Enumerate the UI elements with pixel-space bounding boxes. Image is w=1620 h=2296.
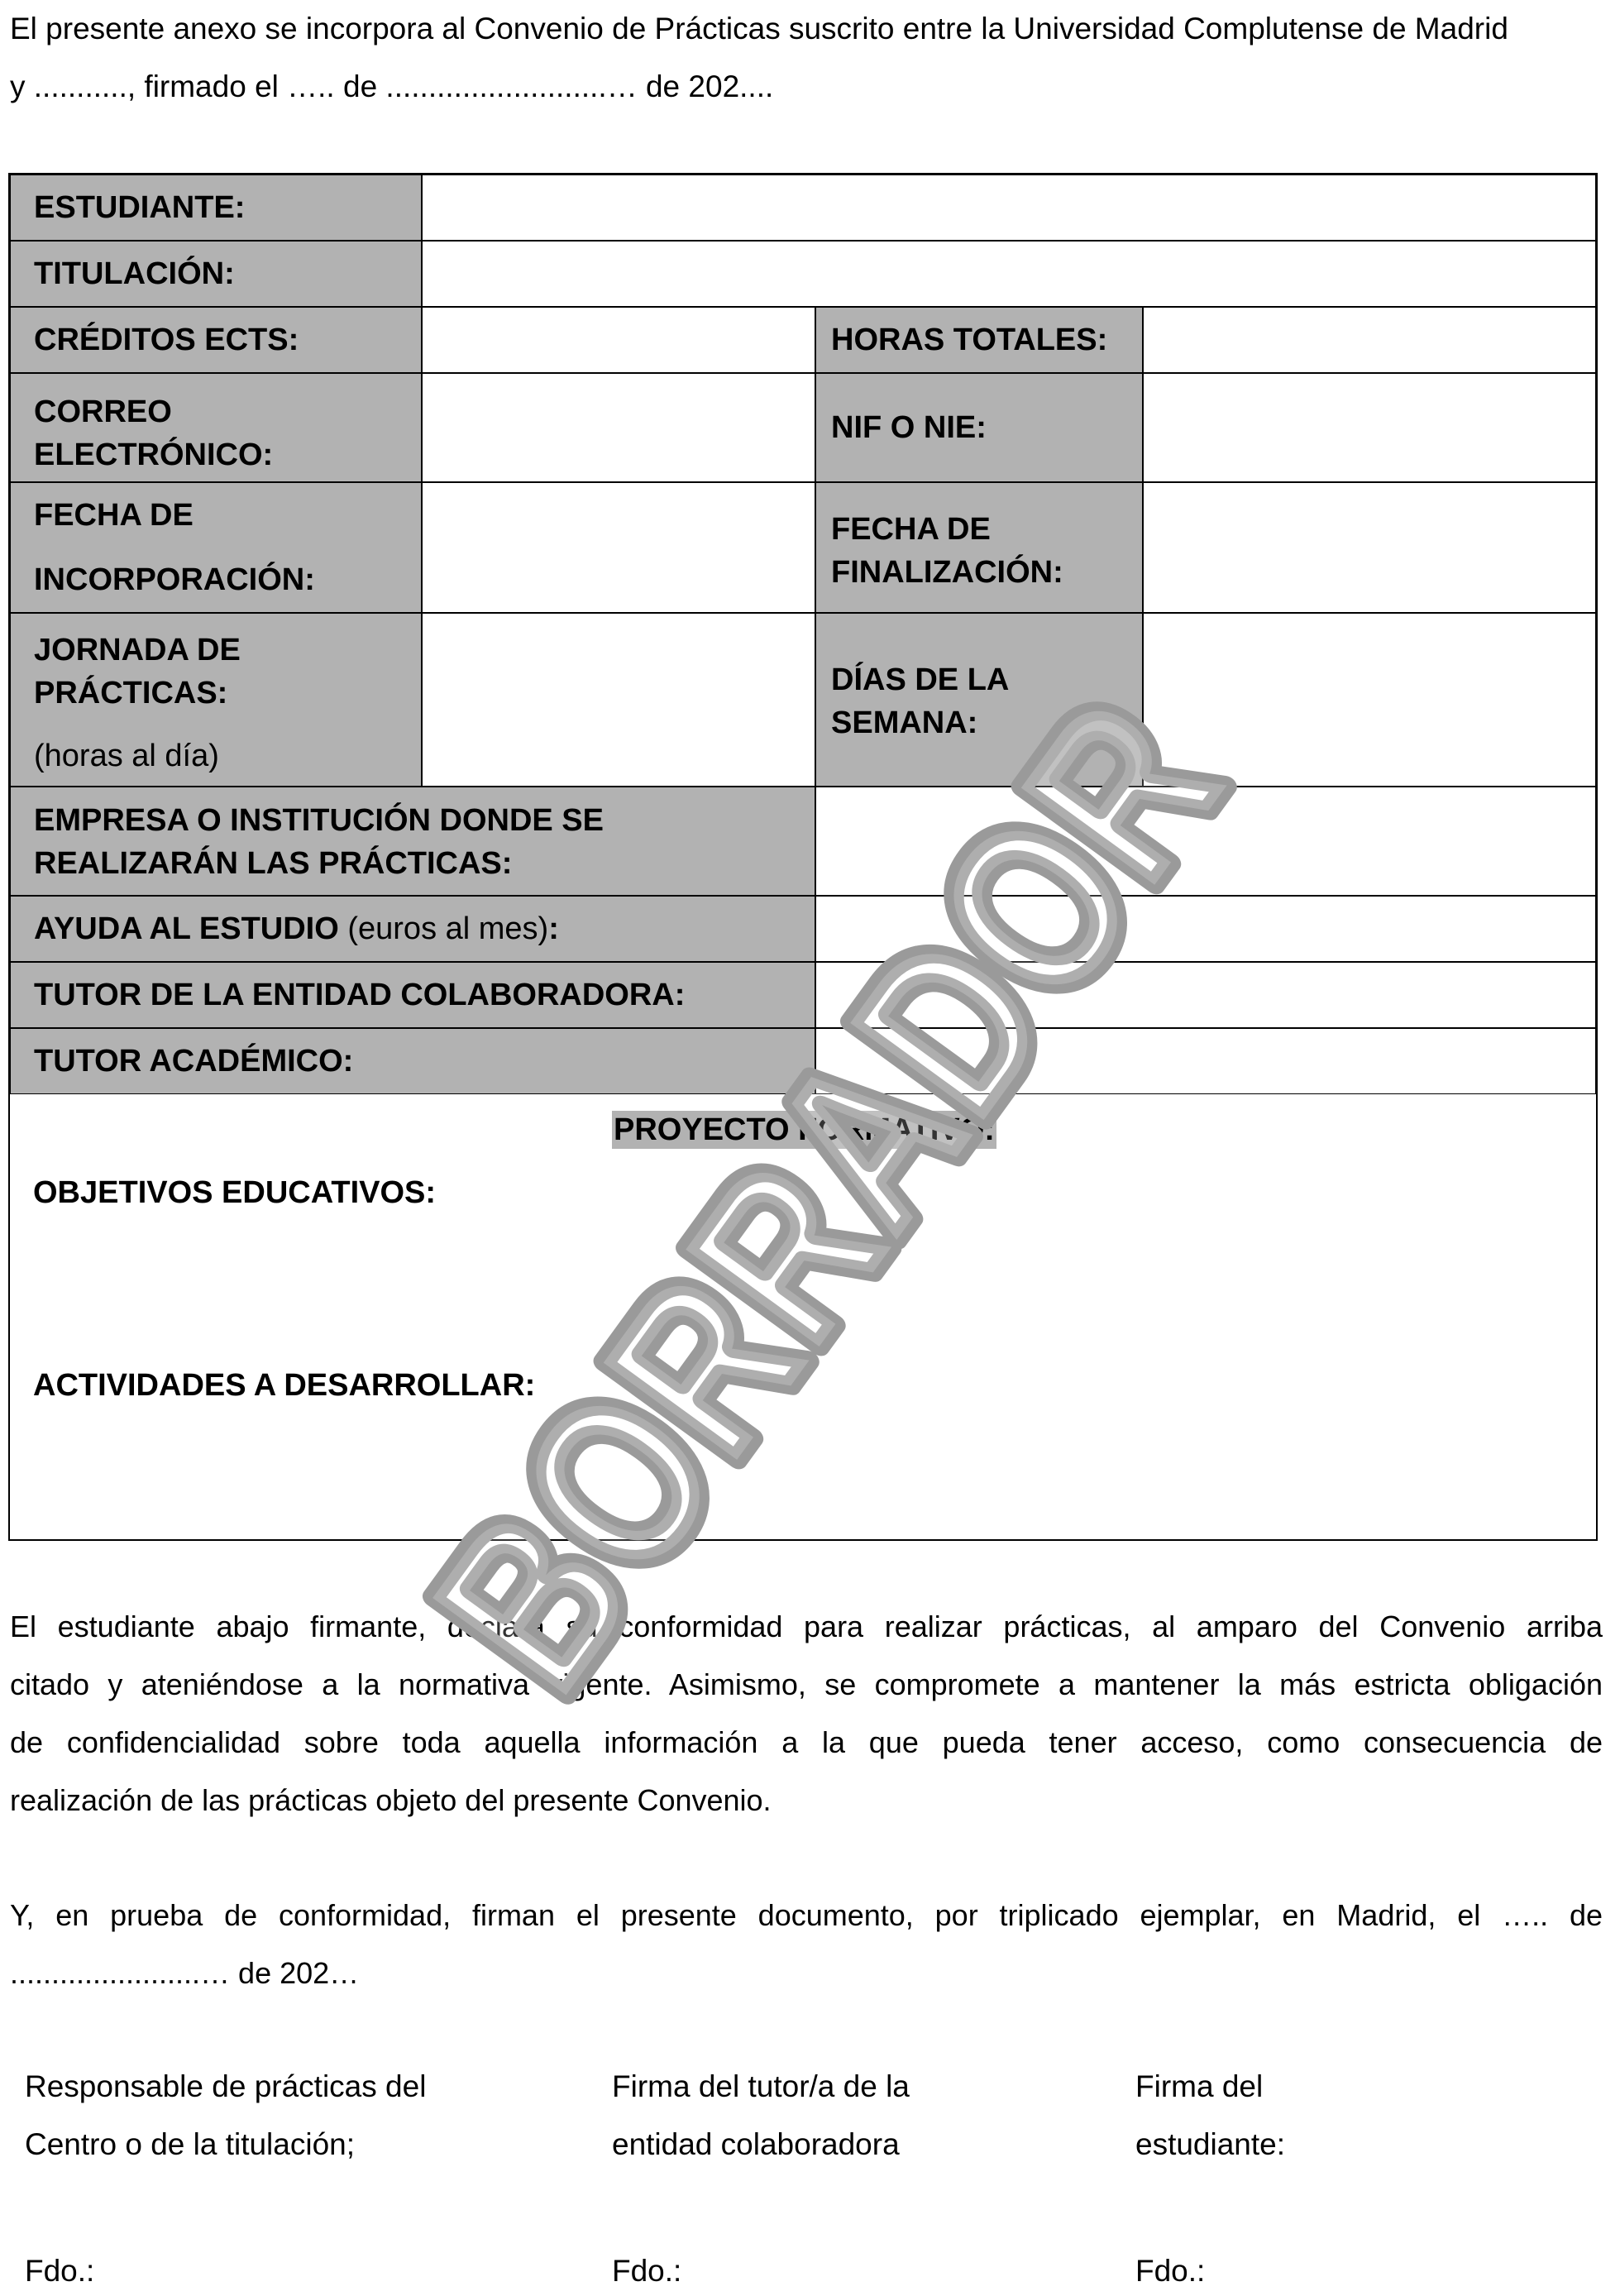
dias-label-line-2: SEMANA: bbox=[831, 706, 978, 740]
signature-responsable bbox=[25, 2058, 426, 2174]
fecha-incorporacion-field[interactable] bbox=[422, 482, 815, 613]
closing-paragraph bbox=[10, 1887, 1603, 2002]
tutor-entidad-field[interactable] bbox=[815, 962, 1596, 1028]
fdo-responsable: Fdo.: bbox=[25, 2254, 95, 2288]
closing-line-1: Y, en prueba de conformidad, firman el presente documento, por triplicado ejemplar, en Madrid, el ….. de bbox=[10, 1898, 1603, 1932]
closing-line-2: .......................… de 202… bbox=[10, 1956, 360, 1990]
intro-line-2: y ..........., firmado el ….. de ..........................… de 202.... bbox=[10, 69, 774, 103]
dias-label bbox=[815, 613, 1143, 787]
objetivos-label: OBJETIVOS EDUCATIVOS: bbox=[33, 1175, 437, 1210]
signature-estudiante bbox=[1135, 2058, 1285, 2174]
fecha-incorporacion-line-2: INCORPORACIÓN: bbox=[34, 562, 315, 597]
creditos-field[interactable] bbox=[422, 307, 815, 373]
actividades-label: ACTIVIDADES A DESARROLLAR: bbox=[33, 1368, 536, 1403]
correo-label-line-2: ELECTRÓNICO: bbox=[34, 438, 274, 472]
ayuda-label-bold: AYUDA AL ESTUDIO bbox=[34, 911, 339, 946]
nif-label bbox=[815, 373, 1143, 482]
jornada-label-line-1: JORNADA DE bbox=[34, 633, 241, 667]
tutor-entidad-label-text: TUTOR DE LA ENTIDAD COLABORADORA: bbox=[34, 978, 686, 1012]
jornada-label-line-2: PRÁCTICAS: bbox=[34, 676, 228, 710]
titulacion-label-text: TITULACIÓN: bbox=[34, 256, 235, 291]
declaration-line-2: citado y ateniéndose a la normativa vigente. Asimismo, se compromete a mantener la más estricta obligación bbox=[10, 1667, 1603, 1701]
horas-totales-label bbox=[815, 307, 1143, 373]
ayuda-label bbox=[10, 896, 815, 962]
borrador-watermark-text: BORRADOR bbox=[386, 653, 1268, 1736]
signature-tutor-line-2: entidad colaboradora bbox=[612, 2127, 900, 2161]
correo-field[interactable] bbox=[422, 373, 815, 482]
estudiante-label bbox=[10, 175, 422, 241]
internship-form bbox=[8, 173, 1598, 1541]
titulacion-field[interactable] bbox=[422, 241, 1596, 307]
signature-estudiante-line-1: Firma del bbox=[1135, 2069, 1264, 2103]
jornada-label bbox=[10, 613, 422, 787]
proyecto-formativo-title: PROYECTO FORMATIVO: bbox=[614, 1112, 995, 1147]
declaration-line-1: El estudiante abajo firmante, declara su conformidad para realizar prácticas, al amparo del Convenio arriba bbox=[10, 1610, 1603, 1643]
declaration-line-3: de confidencialidad sobre toda aquella información a la que pueda tener acceso, como consecuencia de bbox=[10, 1725, 1603, 1759]
creditos-label bbox=[10, 307, 422, 373]
tutor-academico-field[interactable] bbox=[815, 1028, 1596, 1094]
ayuda-label-plain: (euros al mes) bbox=[338, 911, 549, 946]
signature-tutor-line-1: Firma del tutor/a de la bbox=[612, 2069, 910, 2103]
intro-paragraph bbox=[10, 0, 1603, 116]
fdo-tutor: Fdo.: bbox=[612, 2254, 682, 2288]
correo-label bbox=[10, 373, 422, 482]
ayuda-label-colon: : bbox=[548, 911, 559, 946]
intro-line-1: El presente anexo se incorpora al Convenio de Prácticas suscrito entre la Universidad Complutense de Madrid bbox=[10, 12, 1508, 45]
signature-tutor bbox=[612, 2058, 910, 2174]
ayuda-field[interactable] bbox=[815, 896, 1596, 962]
dias-field[interactable] bbox=[1143, 613, 1596, 787]
creditos-label-text: CRÉDITOS ECTS: bbox=[34, 323, 299, 357]
fecha-finalizacion-line-2: FINALIZACIÓN: bbox=[831, 555, 1063, 590]
empresa-label-line-1: EMPRESA O INSTITUCIÓN DONDE SE bbox=[34, 803, 604, 838]
tutor-entidad-label bbox=[10, 962, 815, 1028]
horas-totales-label-text: HORAS TOTALES: bbox=[831, 323, 1108, 357]
fecha-incorporacion-line-1: FECHA DE bbox=[34, 498, 194, 533]
fdo-estudiante: Fdo.: bbox=[1135, 2254, 1206, 2288]
nif-field[interactable] bbox=[1143, 373, 1596, 482]
proyecto-formativo-section[interactable] bbox=[10, 1093, 1596, 1539]
empresa-label-line-2: REALIZARÁN LAS PRÁCTICAS: bbox=[34, 846, 513, 881]
correo-label-line-1: CORREO bbox=[34, 395, 172, 429]
jornada-field[interactable] bbox=[422, 613, 815, 787]
signature-responsable-line-1: Responsable de prácticas del bbox=[25, 2069, 427, 2103]
signature-responsable-line-2: Centro o de la titulación; bbox=[25, 2127, 356, 2161]
fecha-finalizacion-field[interactable] bbox=[1143, 482, 1596, 613]
fecha-finalizacion-line-1: FECHA DE bbox=[831, 512, 991, 547]
empresa-label bbox=[10, 787, 815, 896]
tutor-academico-label-text: TUTOR ACADÉMICO: bbox=[34, 1044, 354, 1079]
jornada-label-line-3: (horas al día) bbox=[34, 739, 219, 773]
tutor-academico-label bbox=[10, 1028, 815, 1094]
estudiante-label-text: ESTUDIANTE: bbox=[34, 190, 246, 225]
declaration-paragraph bbox=[10, 1598, 1603, 1830]
horas-totales-field[interactable] bbox=[1143, 307, 1596, 373]
fecha-finalizacion-label bbox=[815, 482, 1143, 613]
declaration-line-4: realización de las prácticas objeto del presente Convenio. bbox=[10, 1783, 772, 1817]
fecha-incorporacion-label bbox=[10, 482, 422, 613]
empresa-field[interactable] bbox=[815, 787, 1596, 896]
titulacion-label bbox=[10, 241, 422, 307]
dias-label-line-1: DÍAS DE LA bbox=[831, 662, 1010, 697]
signature-estudiante-line-2: estudiante: bbox=[1135, 2127, 1286, 2161]
nif-label-text: NIF O NIE: bbox=[831, 410, 987, 445]
estudiante-field[interactable] bbox=[422, 175, 1596, 241]
